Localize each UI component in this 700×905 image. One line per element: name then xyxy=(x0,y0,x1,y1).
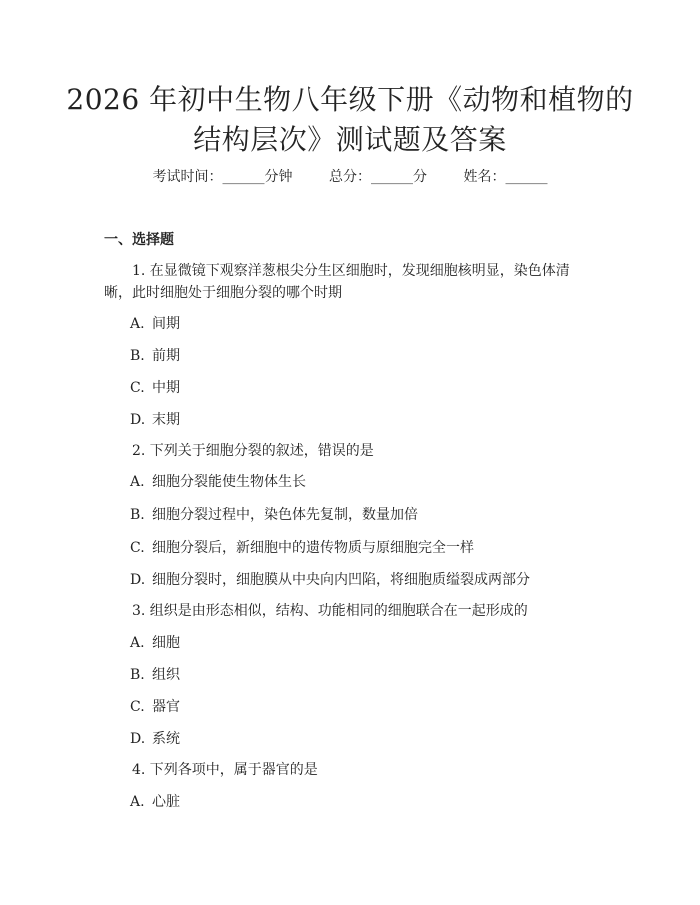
option-text: 细胞分裂过程中，染色体先复制，数量加倍 xyxy=(152,507,418,523)
option-text: 细胞分裂后，新细胞中的遗传物质与原细胞完全一样 xyxy=(152,540,474,556)
q3-option-d xyxy=(130,729,180,749)
option-letter: D. xyxy=(130,412,146,428)
option-letter: C. xyxy=(130,540,145,556)
option-text: 细胞分裂能使生物体生长 xyxy=(152,474,306,490)
question-3 xyxy=(104,600,596,622)
q2-option-d xyxy=(130,570,530,590)
title-line-2: 结构层次》测试题及答案 xyxy=(193,123,507,156)
q1-option-b xyxy=(130,346,180,366)
q3-option-c xyxy=(130,697,180,717)
q3-option-b xyxy=(130,665,180,685)
option-letter: D. xyxy=(130,572,146,588)
question-text: 2. 下列关于细胞分裂的叙述，错误的是 xyxy=(132,443,374,459)
q2-option-a xyxy=(130,472,306,492)
question-4 xyxy=(104,759,596,781)
option-letter: A. xyxy=(130,474,145,490)
question-2 xyxy=(104,440,596,462)
option-text: 系统 xyxy=(152,731,180,747)
option-letter: C. xyxy=(130,699,145,715)
student-name: 姓名：______ xyxy=(463,169,548,185)
option-text: 细胞分裂时，细胞膜从中央向内凹陷，将细胞质缢裂成两部分 xyxy=(152,572,530,588)
title-line-1: 2026 年初中生物八年级下册《动物和植物的 xyxy=(66,83,634,116)
q1-option-c xyxy=(130,378,180,398)
option-text: 器官 xyxy=(152,699,180,715)
q2-option-b xyxy=(130,505,418,525)
option-letter: A. xyxy=(130,635,145,651)
option-text: 中期 xyxy=(152,380,180,396)
total-score: 总分：______分 xyxy=(329,169,427,185)
option-letter: B. xyxy=(130,507,145,523)
question-text: 1. 在显微镜下观察洋葱根尖分生区细胞时，发现细胞核明显，染色体清晰，此时细胞处于细胞分裂的哪个时期 xyxy=(104,263,570,301)
option-letter: B. xyxy=(130,348,145,364)
option-text: 末期 xyxy=(152,412,180,428)
option-text: 心脏 xyxy=(152,794,180,810)
question-text: 3. 组织是由形态相似，结构、功能相同的细胞联合在一起形成的 xyxy=(132,603,528,619)
question-1 xyxy=(104,260,596,304)
exam-time: 考试时间：______分钟 xyxy=(152,169,293,185)
option-letter: A. xyxy=(130,794,145,810)
option-text: 间期 xyxy=(152,316,180,332)
option-letter: C. xyxy=(130,380,145,396)
option-text: 前期 xyxy=(152,348,180,364)
q4-option-a xyxy=(130,792,180,812)
option-letter: A. xyxy=(130,316,145,332)
option-letter: D. xyxy=(130,731,146,747)
q3-option-a xyxy=(130,633,180,653)
option-letter: B. xyxy=(130,667,145,683)
option-text: 细胞 xyxy=(152,635,180,651)
q2-option-c xyxy=(130,538,474,558)
option-text: 组织 xyxy=(152,667,180,683)
exam-info xyxy=(0,167,700,187)
q1-option-d xyxy=(130,410,180,430)
section-heading: 一、选择题 xyxy=(104,232,174,248)
question-text: 4. 下列各项中，属于器官的是 xyxy=(132,762,318,778)
q1-option-a xyxy=(130,314,180,334)
